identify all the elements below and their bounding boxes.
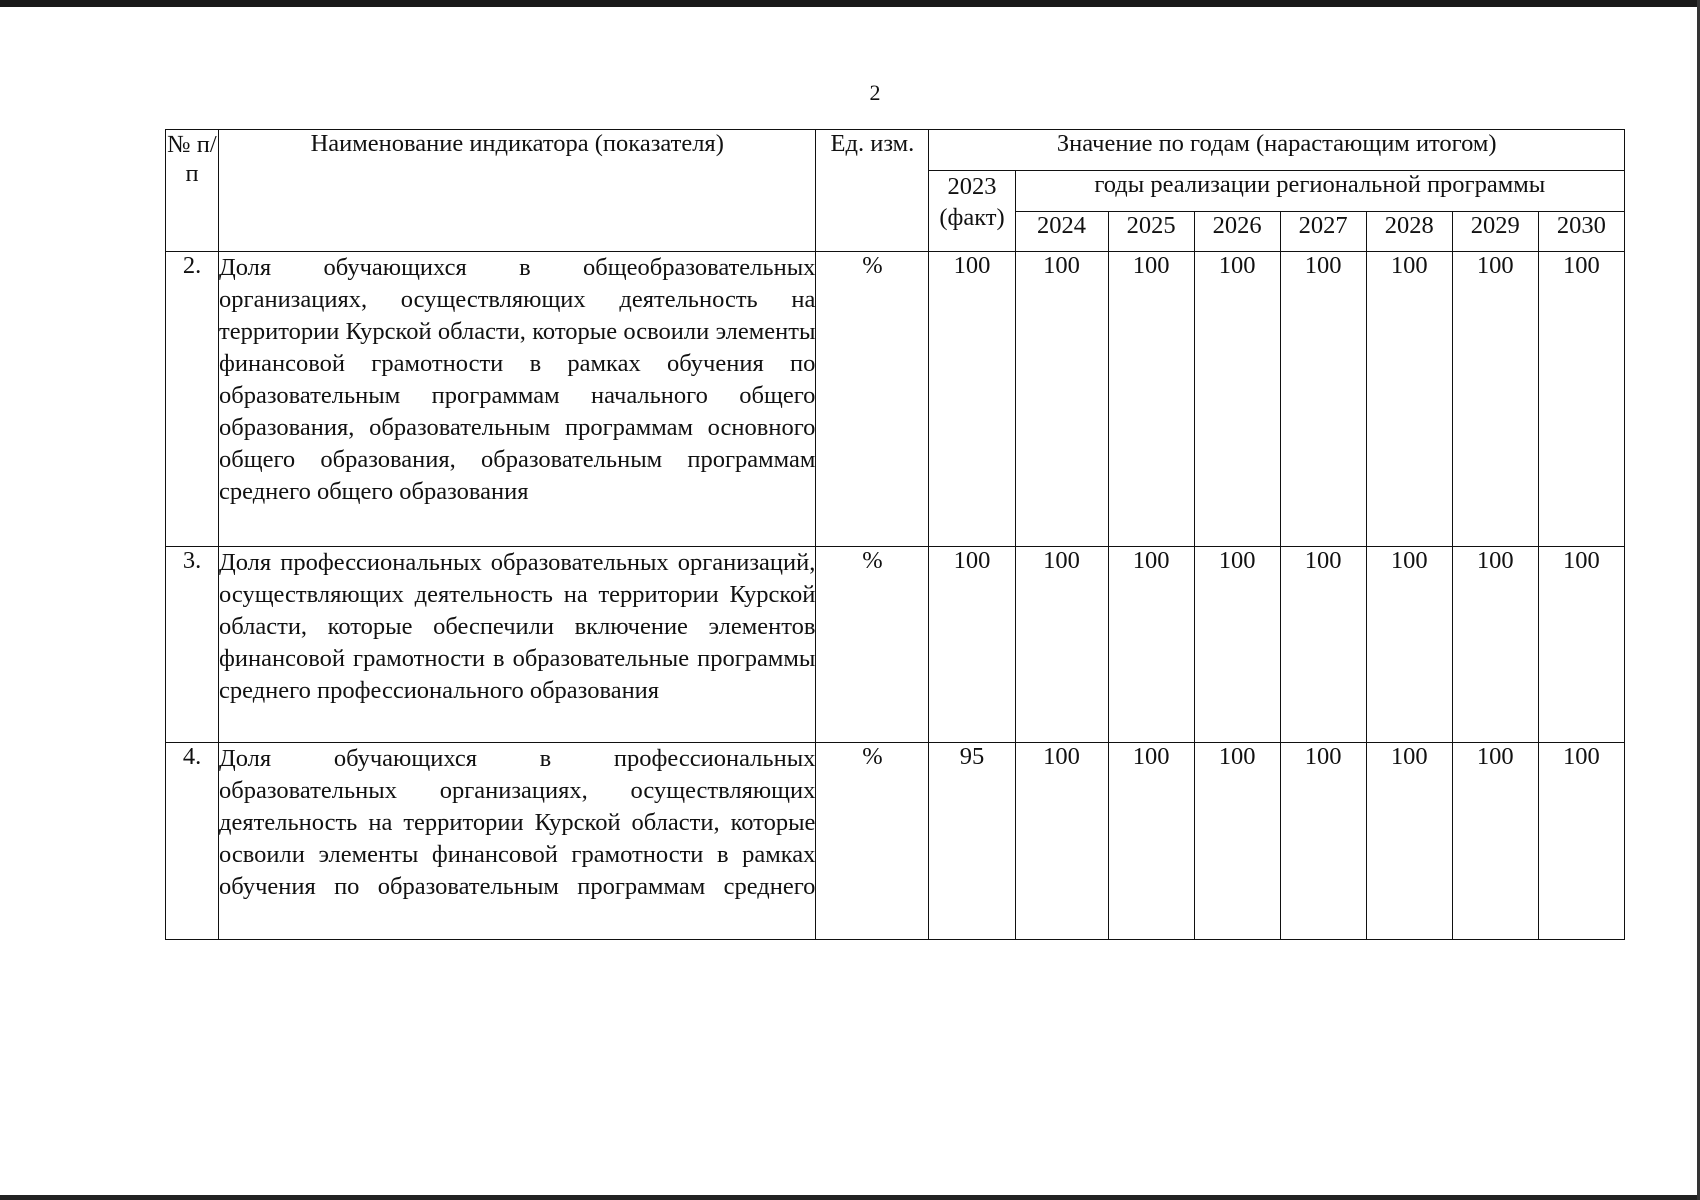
scan-border-top	[0, 0, 1700, 7]
header-year: 2026	[1194, 212, 1280, 252]
header-year: 2028	[1366, 212, 1452, 252]
value-cell: 100	[1015, 743, 1108, 940]
value-cell: 100	[1280, 743, 1366, 940]
value-cell: 100	[1366, 743, 1452, 940]
value-cell: 100	[1280, 252, 1366, 547]
value-cell: 100	[1108, 547, 1194, 743]
value-cell: 100	[1194, 252, 1280, 547]
value-cell: 95	[929, 743, 1015, 940]
value-cell: 100	[1452, 252, 1538, 547]
header-year: 2029	[1452, 212, 1538, 252]
value-cell: 100	[929, 547, 1015, 743]
value-cell: 100	[1108, 252, 1194, 547]
value-cell: 100	[1366, 252, 1452, 547]
value-cell: 100	[1194, 743, 1280, 940]
value-cell: 100	[929, 252, 1015, 547]
header-values-group: Значение по годам (нарастающим итогом)	[929, 130, 1625, 171]
value-cell: 100	[1015, 547, 1108, 743]
value-cell: 100	[1538, 547, 1624, 743]
value-cell: 100	[1452, 547, 1538, 743]
value-cell: 100	[1108, 743, 1194, 940]
indicator-name: Доля обучающихся в общеобразовательных организациях, осуществляющих деятельность на территории Курской области, которые освоили элементы финансовой грамотности в рамках обучения по образовательным программам начального общего образования, образовательным программам основного общего образования, образовательным программам среднего общего образования	[219, 252, 816, 547]
header-implementation-group: годы реализации региональной программы	[1015, 171, 1624, 212]
row-number: 4.	[166, 743, 219, 940]
indicator-name: Доля профессиональных образовательных организаций, осуществляющих деятельность на территории Курской области, которые обеспечили включение элементов финансовой грамотности в образовательные программы среднего профессионального образования	[219, 547, 816, 743]
value-cell: 100	[1366, 547, 1452, 743]
unit-cell: %	[816, 547, 929, 743]
header-year: 2024	[1015, 212, 1108, 252]
value-cell: 100	[1194, 547, 1280, 743]
value-cell: 100	[1452, 743, 1538, 940]
table-row	[166, 743, 1625, 940]
fact-year-label: 2023	[947, 173, 997, 200]
header-fact-year	[929, 171, 1015, 252]
unit-cell: %	[816, 252, 929, 547]
unit-cell: %	[816, 743, 929, 940]
indicator-name: Доля обучающихся в профессиональных образовательных организациях, осуществляющих деятельность на территории Курской области, которые освоили элементы финансовой грамотности в рамках обучения по образовательным программам среднего	[219, 745, 816, 900]
indicator-table	[165, 129, 1625, 940]
header-year: 2030	[1538, 212, 1624, 252]
header-year: 2027	[1280, 212, 1366, 252]
row-number: 3.	[166, 547, 219, 743]
header-name: Наименование индикатора (показателя)	[219, 130, 816, 252]
value-cell: 100	[1280, 547, 1366, 743]
header-row-1	[166, 130, 1625, 171]
fact-label: (факт)	[939, 204, 1005, 231]
value-cell: 100	[1538, 252, 1624, 547]
value-cell: 100	[1538, 743, 1624, 940]
row-number: 2.	[166, 252, 219, 547]
value-cell: 100	[1015, 252, 1108, 547]
page-number: 2	[869, 80, 881, 105]
header-year: 2025	[1108, 212, 1194, 252]
table-row	[166, 547, 1625, 743]
table-row	[166, 252, 1625, 547]
header-number: № п/п	[166, 130, 219, 252]
scan-border-bottom	[0, 1195, 1700, 1200]
header-unit: Ед. изм.	[816, 130, 929, 252]
indicator-name-continued	[219, 743, 816, 940]
